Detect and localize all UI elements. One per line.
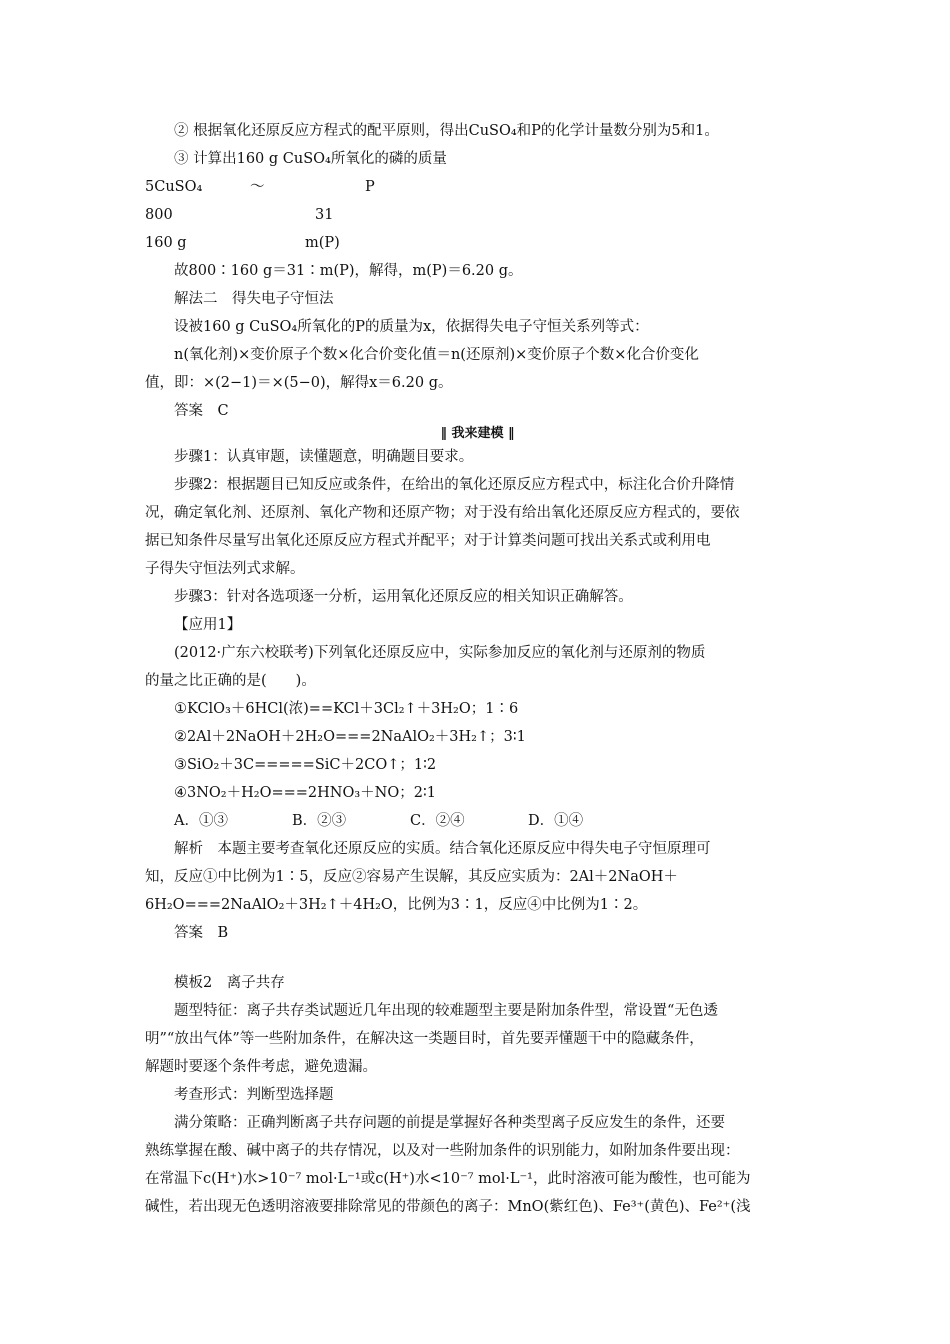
relation-row [145,201,810,229]
text-line: n(氧化剂)×变价原子个数×化合价变化值＝n(还原剂)×变价原子个数×化合价变化 [174,347,699,363]
text-line: 题型特征：离子共存类试题近几年出现的较难题型主要是附加条件型，常设置“无色透 [174,1003,718,1019]
text-line: 据已知条件尽量写出氧化还原反应方程式并配平；对于计算类问题可找出关系式或利用电 [145,533,711,549]
text-line: 解题时要逐个条件考虑，避免遗漏。 [145,1059,377,1075]
text-line: 子得失守恒法列式求解。 [145,561,305,577]
equation-line: ③SiO₂＋3C=====SiC＋2CO↑；1∶2 [174,757,437,773]
text-line: 况，确定氧化剂、还原剂、氧化产物和还原产物；对于没有给出氧化还原反应方程式的，要依 [145,505,740,521]
section-heading: ‖ 我来建模 ‖ [440,426,515,441]
text-line: 解法二 得失电子守恒法 [174,291,334,307]
relation-cell: 5CuSO₄ [145,179,203,195]
text-line: 6H₂O===2NaAlO₂＋3H₂↑＋4H₂O，比例为3∶1，反应④中比例为1∶2。 [145,897,648,913]
relation-cell: P [365,179,375,195]
text-line: 熟练掌握在酸、碱中离子的共存情况，以及对一些附加条件的识别能力，如附加条件要出现： [145,1143,740,1159]
text-line: 解析 本题主要考查氧化还原反应的实质。结合氧化还原反应中得失电子守恒原理可 [174,841,711,857]
text-line: 步骤2：根据题目已知反应或条件，在给出的氧化还原反应方程式中，标注化合价升降情 [174,477,735,493]
relation-cell: 160 g [145,235,187,251]
answer-line: 答案 B [174,925,229,941]
text-line: 模板2 离子共存 [174,975,285,991]
equation-line: ④3NO₂＋H₂O===2HNO₃＋NO；2∶1 [174,785,436,801]
equation-line: ②2Al＋2NaOH＋2H₂O===2NaAlO₂＋3H₂↑；3∶1 [174,729,526,745]
text-line: 考查形式：判断型选择题 [174,1087,334,1103]
relation-row [145,229,810,257]
text-line: 满分策略：正确判断离子共存问题的前提是掌握好各种类型离子反应发生的条件，还要 [174,1115,725,1131]
text-line: 【应用1】 [174,617,242,633]
text-line: 的量之比正确的是( )。 [145,673,316,689]
text-line: 步骤1：认真审题，读懂题意，明确题目要求。 [174,449,474,465]
option-d: D．①④ [528,813,584,829]
text-line: 值，即：×(2−1)＝×(5−0)，解得x＝6.20 g。 [145,375,453,391]
document-page [145,117,810,1221]
options-row [145,807,810,835]
text-line: (2012·广东六校联考)下列氧化还原反应中，实际参加反应的氧化剂与还原剂的物质 [174,645,706,661]
answer-line: 答案 C [174,403,229,419]
option-a: A．①③ [174,813,228,829]
relation-cell: m(P) [305,235,340,251]
relation-row [145,173,810,201]
text-line: 步骤3：针对各选项逐一分析，运用氧化还原反应的相关知识正确解答。 [174,589,633,605]
option-c: C．②④ [410,813,465,829]
text-line: 知，反应①中比例为1∶5，反应②容易产生误解，其反应实质为：2Al＋2NaOH＋ [145,869,678,885]
text-line: 在常温下c(H⁺)水>10⁻⁷ mol·L⁻¹或c(H⁺)水<10⁻⁷ mol·L⁻¹，此时溶液可能为酸性，也可能为 [145,1171,751,1187]
text-line: 设被160 g CuSO₄所氧化的P的质量为x，依据得失电子守恒关系列等式： [174,319,649,335]
relation-cell: 800 [145,207,173,223]
option-b: B．②③ [292,813,347,829]
text-line: 碱性，若出现无色透明溶液要排除常见的带颜色的离子：MnO(紫红色)、Fe³⁺(黄色)、Fe²⁺(浅 [145,1199,751,1215]
text-line: ③ 计算出160 g CuSO₄所氧化的磷的质量 [174,151,447,167]
text-line: ② 根据氧化还原反应方程式的配平原则，得出CuSO₄和P的化学计量数分别为5和1。 [174,123,719,139]
text-line: 故800∶160 g＝31∶m(P)，解得，m(P)＝6.20 g。 [174,263,523,279]
relation-cell: 31 [315,207,334,223]
relation-cell: ～ [250,179,265,195]
equation-line: ①KClO₃＋6HCl(浓)==KCl＋3Cl₂↑＋3H₂O；1∶6 [174,701,519,717]
text-line: 明”“放出气体”等一些附加条件，在解决这一类题目时，首先要弄懂题干中的隐藏条件， [145,1031,704,1047]
